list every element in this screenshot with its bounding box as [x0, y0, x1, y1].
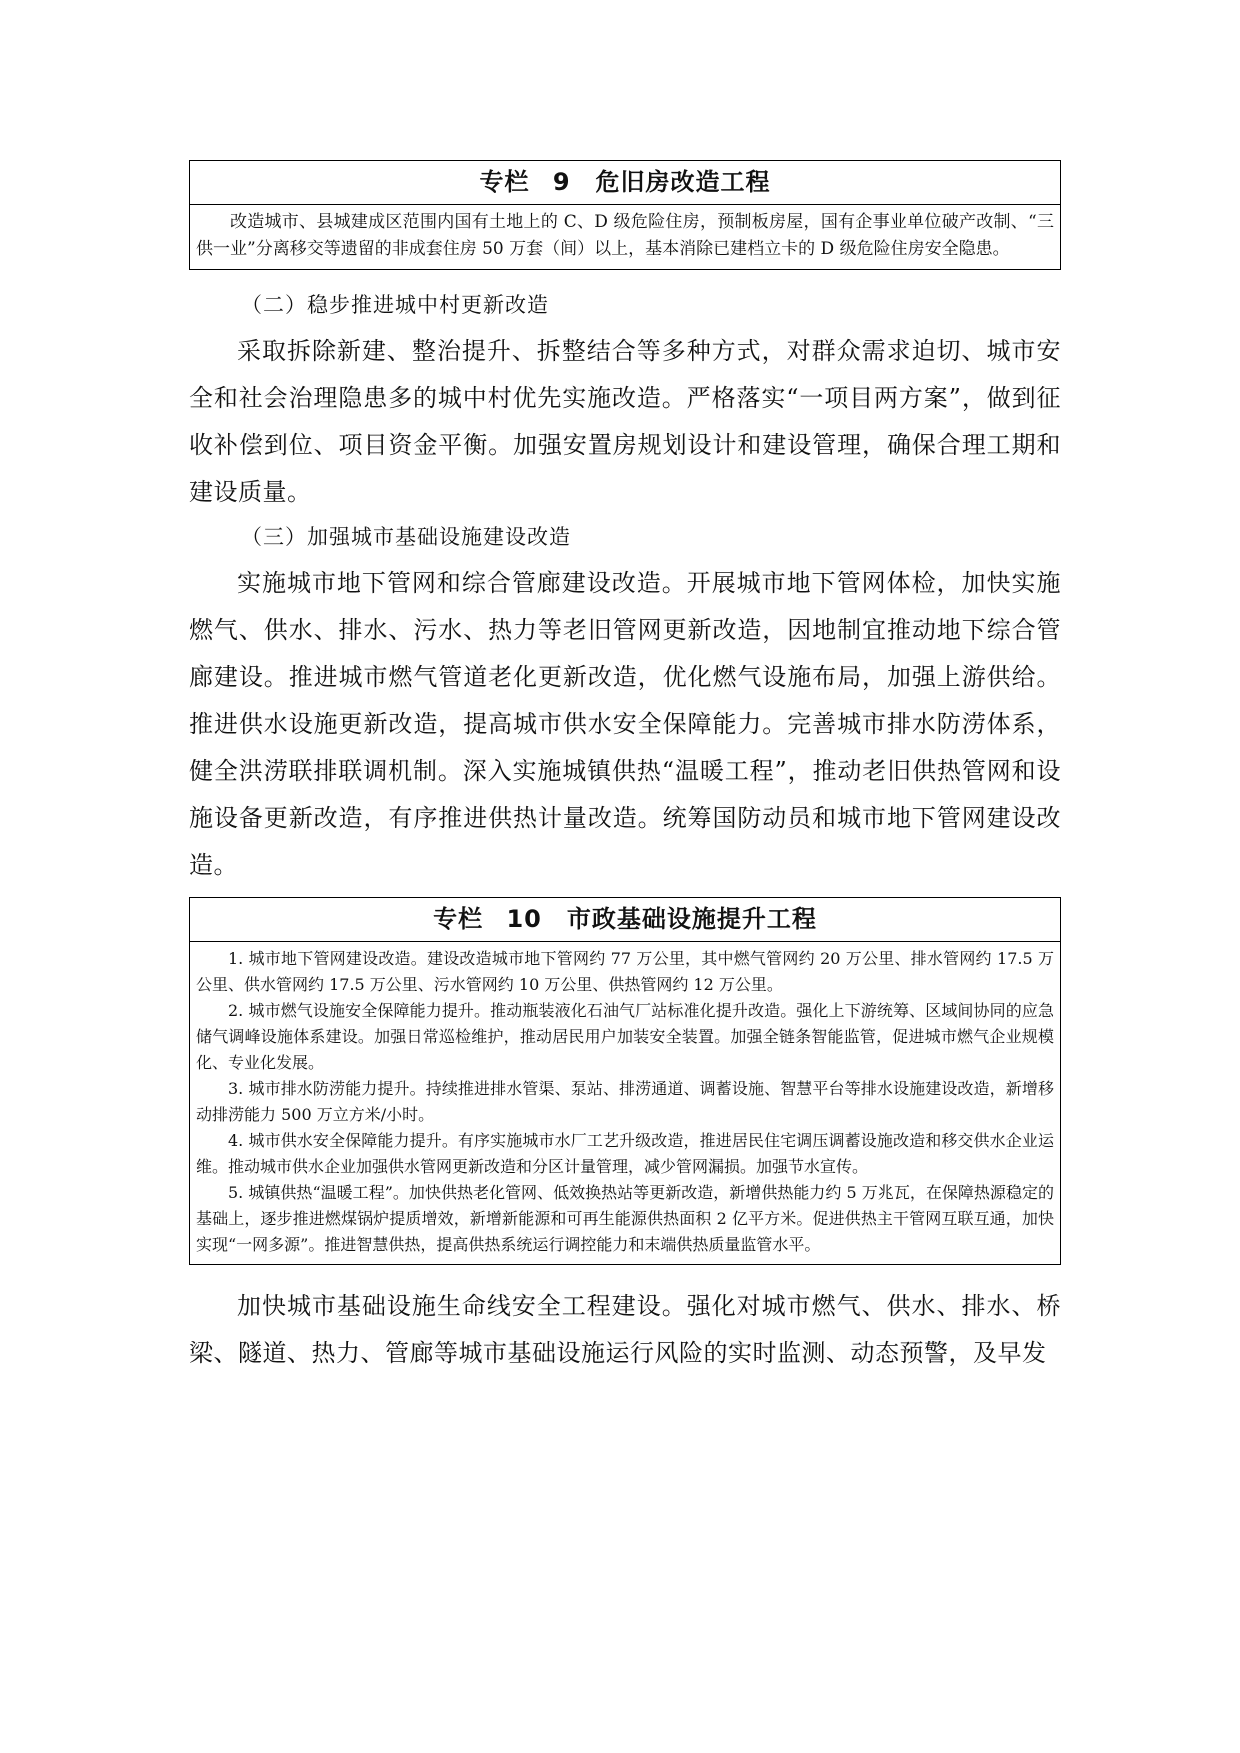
column-box-10-item: 2. 城市燃气设施安全保障能力提升。推动瓶装液化石油气厂站标准化提升改造。强化上下游统筹、区域间协同的应急储气调峰设施体系建设。加强日常巡检维护，推动居民用户加装安全装置。加强全链条智能监管，促进城市燃气企业规模化、专业化发展。	[196, 1001, 1054, 1072]
final-paragraph: 加快城市基础设施生命线安全工程建设。强化对城市燃气、供水、排水、桥梁、隧道、热力、管廊等城市基础设施运行风险的实时监测、动态预警，及早发	[189, 1292, 1061, 1367]
section-2-paragraph: 采取拆除新建、整治提升、拆整结合等多种方式，对群众需求迫切、城市安全和社会治理隐患多的城中村优先实施改造。严格落实“一项目两方案”，做到征收补偿到位、项目资金平衡。加强安置房规划设计和建设管理，确保合理工期和建设质量。	[189, 337, 1061, 506]
section-2-heading: （二）稳步推进城中村更新改造	[241, 293, 549, 317]
column-box-10-item: 5. 城镇供热“温暖工程”。加快供热老化管网、低效换热站等更新改造，新增供热能力约 5 万兆瓦，在保障热源稳定的基础上，逐步推进燃煤锅炉提质增效，新增新能源和可再生能源供热面积 2 亿平方米。促进供热主干管网互联互通，加快实现“一网多源”。推进智慧供热，提高供热系统运行调控能力和末端供热质量监管水平。	[196, 1183, 1054, 1254]
column-box-10-item: 3. 城市排水防涝能力提升。持续推进排水管渠、泵站、排涝通道、调蓄设施、智慧平台等排水设施建设改造，新增移动排涝能力 500 万立方米/小时。	[196, 1079, 1054, 1124]
column-box-10-title: 专栏 10 市政基础设施提升工程	[190, 898, 1060, 942]
section-3-paragraph: 实施城市地下管网和综合管廊建设改造。开展城市地下管网体检，加快实施燃气、供水、排水、污水、热力等老旧管网更新改造，因地制宜推动地下综合管廊建设。推进城市燃气管道老化更新改造，优化燃气设施布局，加强上游供给。推进供水设施更新改造，提高城市供水安全保障能力。完善城市排水防涝体系，健全洪涝联排联调机制。深入实施城镇供热“温暖工程”，推动老旧供热管网和设施设备更新改造，有序推进供热计量改造。统筹国防动员和城市地下管网建设改造。	[189, 569, 1061, 879]
column-box-9-text: 改造城市、县城建成区范围内国有土地上的 C、D 级危险住房，预制板房屋，国有企事业单位破产改制、“三供一业”分离移交等遗留的非成套住房 50 万套（间）以上，基本消除已建档立卡的 D 级危险住房安全隐患。	[196, 212, 1054, 259]
column-box-9	[189, 160, 1061, 270]
column-box-9-body	[190, 205, 1060, 269]
column-box-10-item: 4. 城市供水安全保障能力提升。有序实施城市水厂工艺升级改造，推进居民住宅调压调蓄设施改造和移交供水企业运维。推动城市供水企业加强供水管网更新改造和分区计量管理，减少管网漏损。加强节水宣传。	[196, 1131, 1054, 1176]
column-box-10-item: 1. 城市地下管网建设改造。建设改造城市地下管网约 77 万公里，其中燃气管网约 20 万公里、排水管网约 17.5 万公里、供水管网约 17.5 万公里、污水管网约 10 万公里、供热管网约 12 万公里。	[196, 949, 1054, 994]
document-page	[189, 160, 1061, 1377]
column-box-10-body	[190, 942, 1060, 1264]
column-box-9-title: 专栏 9 危旧房改造工程	[190, 161, 1060, 205]
column-box-10	[189, 897, 1061, 1265]
section-3-heading: （三）加强城市基础设施建设改造	[241, 525, 571, 549]
